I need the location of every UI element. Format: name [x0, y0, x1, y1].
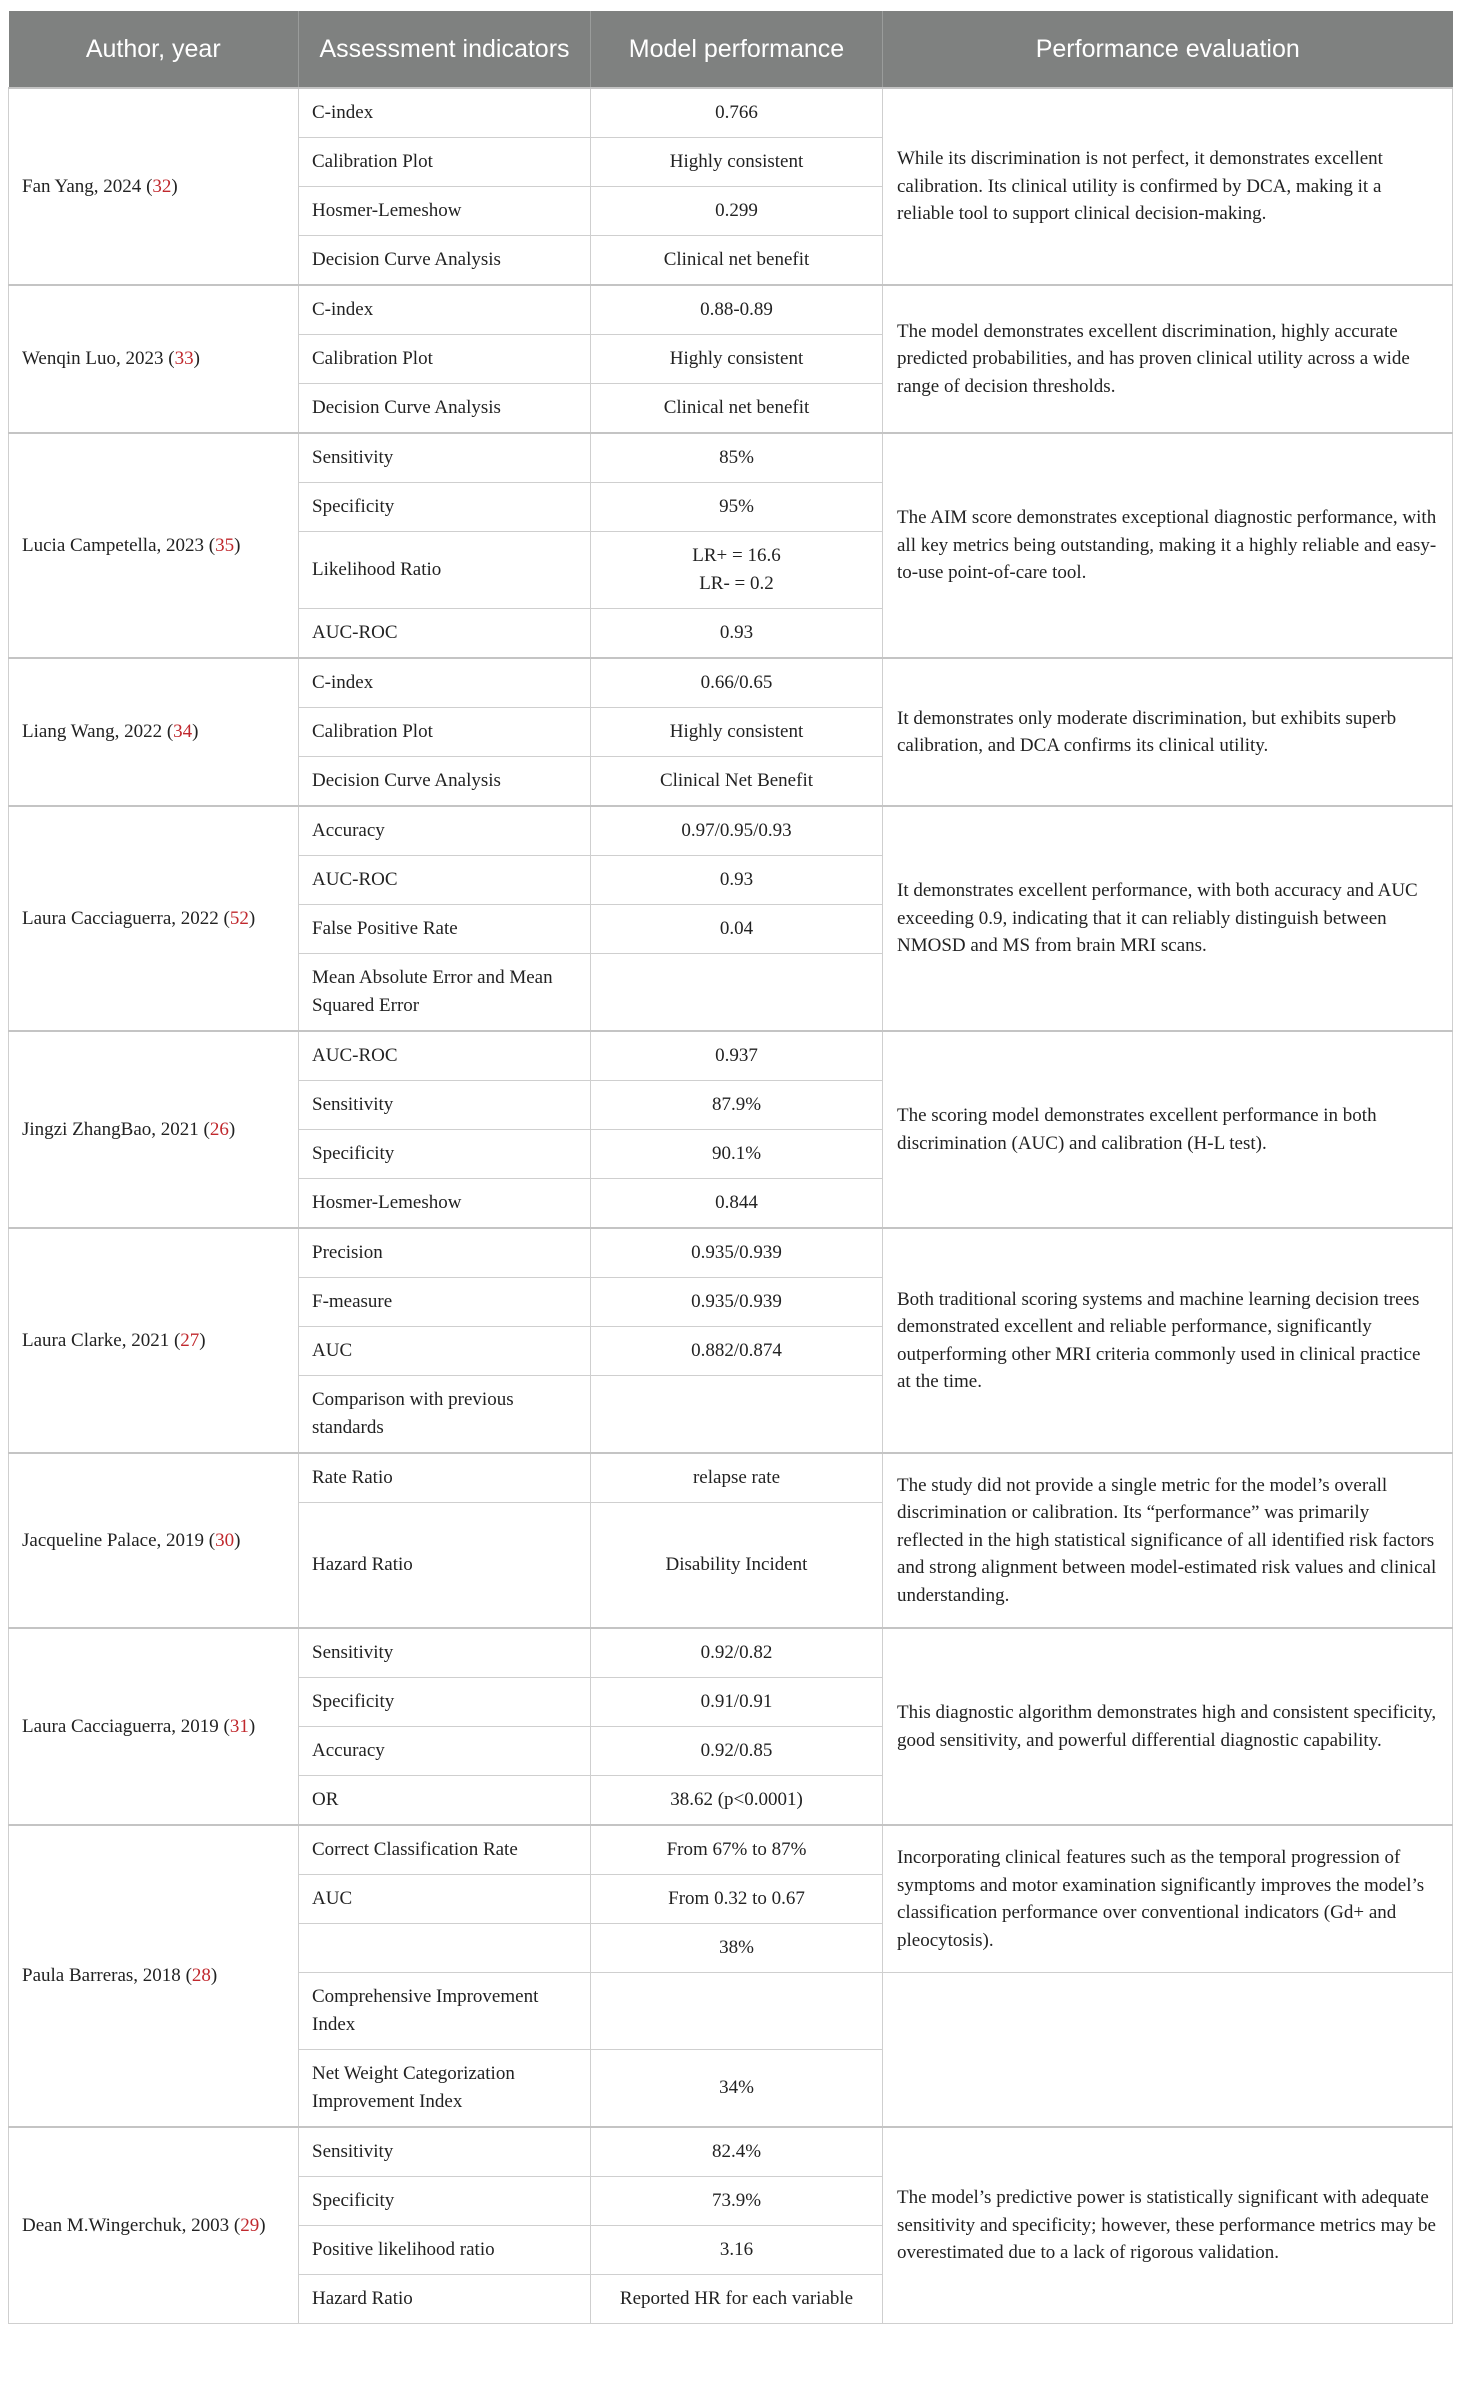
performance-evaluation — [883, 1973, 1453, 2128]
author-name: Jacqueline Palace, 2019 — [22, 1529, 205, 1551]
indicator-value: 0.91/0.91 — [591, 1678, 883, 1727]
author-name: Laura Cacciaguerra, 2019 — [22, 1715, 219, 1737]
indicator-name: Specificity — [299, 2177, 591, 2226]
indicator-value — [591, 1973, 883, 2050]
indicator-name — [299, 1924, 591, 1973]
reference-link[interactable]: 35 — [215, 534, 235, 556]
indicator-value: 90.1% — [591, 1130, 883, 1179]
reference-link[interactable]: 29 — [240, 2214, 260, 2236]
indicator-name: C-index — [299, 88, 591, 138]
indicator-value: 0.935/0.939 — [591, 1228, 883, 1278]
header-model-performance: Model performance — [591, 11, 883, 88]
table-row — [9, 88, 1453, 138]
indicator-name: Hosmer-Lemeshow — [299, 187, 591, 236]
indicator-value: Clinical net benefit — [591, 384, 883, 434]
header-performance-evaluation: Performance evaluation — [883, 11, 1453, 88]
indicator-value — [591, 532, 883, 609]
indicator-name: Hazard Ratio — [299, 1503, 591, 1629]
indicator-value: 0.93 — [591, 856, 883, 905]
indicator-name: Hosmer-Lemeshow — [299, 1179, 591, 1229]
author-cell: Dean M.Wingerchuk, 2003 (29) — [9, 2127, 299, 2324]
performance-evaluation: The model demonstrates excellent discrimination, highly accurate predicted probabilities, and has proven clinical utility across a wide range of decision thresholds. — [883, 285, 1453, 433]
indicator-value: 0.882/0.874 — [591, 1327, 883, 1376]
author-name: Laura Clarke, 2021 — [22, 1329, 170, 1351]
indicator-name: Decision Curve Analysis — [299, 384, 591, 434]
indicator-name: Comprehensive Improvement Index — [299, 1973, 591, 2050]
table-row — [9, 1228, 1453, 1278]
table-row — [9, 658, 1453, 708]
table-row — [9, 433, 1453, 483]
author-name: Fan Yang, 2024 — [22, 175, 142, 197]
author-name: Jingzi ZhangBao, 2021 — [22, 1118, 199, 1140]
reference-link[interactable]: 31 — [229, 1715, 249, 1737]
table-row — [9, 1825, 1453, 1875]
indicator-value: Highly consistent — [591, 708, 883, 757]
indicator-value — [591, 954, 883, 1032]
author-name: Dean M.Wingerchuk, 2003 — [22, 2214, 230, 2236]
indicator-name: Rate Ratio — [299, 1453, 591, 1503]
table-row — [9, 1628, 1453, 1678]
indicator-name: False Positive Rate — [299, 905, 591, 954]
indicator-value — [591, 1376, 883, 1454]
table-row — [9, 285, 1453, 335]
indicator-name: Specificity — [299, 1130, 591, 1179]
indicator-value: Disability Incident — [591, 1503, 883, 1629]
indicator-name: Calibration Plot — [299, 138, 591, 187]
indicator-value: Highly consistent — [591, 138, 883, 187]
indicator-value: 38.62 (p<0.0001) — [591, 1776, 883, 1826]
header-author-year: Author, year — [9, 11, 299, 88]
author-cell: Laura Cacciaguerra, 2022 (52) — [9, 806, 299, 1031]
indicator-name: Specificity — [299, 1678, 591, 1727]
indicator-value: 0.97/0.95/0.93 — [591, 806, 883, 856]
indicator-value: 0.04 — [591, 905, 883, 954]
indicator-value: Clinical net benefit — [591, 236, 883, 286]
performance-evaluation: Incorporating clinical features such as the temporal progression of symptoms and motor examination significantly improves the model’s classification performance over conventional indicators (Gd+ and pleocytosis). — [883, 1825, 1453, 1973]
indicator-name: Comparison with previous standards — [299, 1376, 591, 1454]
indicator-value: relapse rate — [591, 1453, 883, 1503]
author-cell: Laura Clarke, 2021 (27) — [9, 1228, 299, 1453]
indicator-name: C-index — [299, 658, 591, 708]
indicator-name: AUC-ROC — [299, 1031, 591, 1081]
indicator-name: Hazard Ratio — [299, 2275, 591, 2324]
indicator-value: 0.937 — [591, 1031, 883, 1081]
indicator-name: Sensitivity — [299, 1081, 591, 1130]
header-assessment-indicators: Assessment indicators — [299, 11, 591, 88]
indicator-name: Precision — [299, 1228, 591, 1278]
reference-link[interactable]: 52 — [229, 907, 249, 929]
author-cell: Jacqueline Palace, 2019 (30) — [9, 1453, 299, 1628]
author-name: Laura Cacciaguerra, 2022 — [22, 907, 219, 929]
value-line: LR+ = 16.6 — [692, 545, 781, 566]
table-row — [9, 1453, 1453, 1503]
indicator-value: 0.299 — [591, 187, 883, 236]
reference-link[interactable]: 28 — [191, 1965, 211, 1986]
author-cell: Lucia Campetella, 2023 (35) — [9, 433, 299, 658]
performance-evaluation: While its discrimination is not perfect, it demonstrates excellent calibration. Its clinical utility is confirmed by DCA, making it a reliable tool to support clinical decision-making. — [883, 88, 1453, 285]
author-name: Wenqin Luo, 2023 — [22, 348, 164, 369]
indicator-value: 34% — [591, 2050, 883, 2128]
performance-evaluation: The scoring model demonstrates excellent performance in both discrimination (AUC) and calibration (H-L test). — [883, 1031, 1453, 1228]
reference-link[interactable]: 30 — [215, 1529, 235, 1551]
performance-evaluation: It demonstrates only moderate discrimination, but exhibits superb calibration, and DCA confirms its clinical utility. — [883, 658, 1453, 806]
indicator-name: AUC — [299, 1327, 591, 1376]
table-row — [9, 806, 1453, 856]
performance-evaluation: The AIM score demonstrates exceptional diagnostic performance, with all key metrics being outstanding, making it a highly reliable and easy-to-use point-of-care tool. — [883, 433, 1453, 658]
indicator-name: F-measure — [299, 1278, 591, 1327]
indicator-value: Clinical Net Benefit — [591, 757, 883, 807]
table-row — [9, 1031, 1453, 1081]
model-performance-table — [8, 11, 1453, 2324]
reference-link[interactable]: 26 — [209, 1118, 229, 1140]
indicator-name: Positive likelihood ratio — [299, 2226, 591, 2275]
performance-evaluation: Both traditional scoring systems and machine learning decision trees demonstrated excellent and reliable performance, significantly outperforming other MRI criteria commonly used in clinical practice at the time. — [883, 1228, 1453, 1453]
table-row — [9, 2127, 1453, 2177]
author-name: Paula Barreras, 2018 — [22, 1965, 181, 1986]
indicator-value: From 67% to 87% — [591, 1825, 883, 1875]
author-cell: Jingzi ZhangBao, 2021 (26) — [9, 1031, 299, 1228]
performance-evaluation: The study did not provide a single metric for the model’s overall discrimination or calibration. Its “performance” was primarily reflected in the high statistical significance of all identified risk factors and strong alignment between model-estimated risk values and clinical understanding. — [883, 1453, 1453, 1628]
indicator-name: Decision Curve Analysis — [299, 236, 591, 286]
indicator-value: 87.9% — [591, 1081, 883, 1130]
indicator-value: 82.4% — [591, 2127, 883, 2177]
value-line: LR- = 0.2 — [699, 573, 774, 594]
indicator-name: C-index — [299, 285, 591, 335]
indicator-name: Accuracy — [299, 1727, 591, 1776]
performance-evaluation: This diagnostic algorithm demonstrates high and consistent specificity, good sensitivity, and powerful differential diagnostic capability. — [883, 1628, 1453, 1825]
indicator-value: 73.9% — [591, 2177, 883, 2226]
indicator-value: 0.844 — [591, 1179, 883, 1229]
indicator-value: 0.92/0.82 — [591, 1628, 883, 1678]
indicator-name: Correct Classification Rate — [299, 1825, 591, 1875]
reference-link[interactable]: 27 — [180, 1329, 200, 1351]
author-cell: Wenqin Luo, 2023 (33) — [9, 285, 299, 433]
performance-evaluation: The model’s predictive power is statistically significant with adequate sensitivity and specificity; however, these performance metrics may be overestimated due to a lack of rigorous validation. — [883, 2127, 1453, 2324]
table-body — [9, 88, 1453, 2324]
indicator-name: Calibration Plot — [299, 335, 591, 384]
indicator-value: 3.16 — [591, 2226, 883, 2275]
indicator-name: Accuracy — [299, 806, 591, 856]
indicator-value: 0.935/0.939 — [591, 1278, 883, 1327]
table-header — [9, 11, 1453, 88]
indicator-name: Mean Absolute Error and Mean Squared Error — [299, 954, 591, 1032]
indicator-value: Reported HR for each variable — [591, 2275, 883, 2324]
indicator-name: AUC — [299, 1875, 591, 1924]
indicator-name: Sensitivity — [299, 1628, 591, 1678]
indicator-name: Specificity — [299, 483, 591, 532]
indicator-name: Net Weight Categorization Improvement Index — [299, 2050, 591, 2128]
indicator-name: Sensitivity — [299, 2127, 591, 2177]
author-cell: Fan Yang, 2024 (32) — [9, 88, 299, 285]
indicator-value: 85% — [591, 433, 883, 483]
author-cell: Liang Wang, 2022 (34) — [9, 658, 299, 806]
indicator-name: AUC-ROC — [299, 856, 591, 905]
indicator-value: 0.92/0.85 — [591, 1727, 883, 1776]
indicator-value: 0.93 — [591, 609, 883, 659]
indicator-value: 0.766 — [591, 88, 883, 138]
performance-evaluation: It demonstrates excellent performance, with both accuracy and AUC exceeding 0.9, indicating that it can reliably distinguish between NMOSD and MS from brain MRI scans. — [883, 806, 1453, 1031]
reference-link[interactable]: 34 — [173, 721, 193, 742]
indicator-value: From 0.32 to 0.67 — [591, 1875, 883, 1924]
reference-link[interactable]: 33 — [174, 348, 194, 369]
indicator-name: Calibration Plot — [299, 708, 591, 757]
indicator-name: AUC-ROC — [299, 609, 591, 659]
author-name: Liang Wang, 2022 — [22, 721, 163, 742]
indicator-name: Likelihood Ratio — [299, 532, 591, 609]
indicator-value: 95% — [591, 483, 883, 532]
indicator-name: Sensitivity — [299, 433, 591, 483]
indicator-name: Decision Curve Analysis — [299, 757, 591, 807]
indicator-name: OR — [299, 1776, 591, 1826]
indicator-value: Highly consistent — [591, 335, 883, 384]
indicator-value: 38% — [591, 1924, 883, 1973]
author-cell: Laura Cacciaguerra, 2019 (31) — [9, 1628, 299, 1825]
author-name: Lucia Campetella, 2023 — [22, 534, 205, 556]
indicator-value: 0.66/0.65 — [591, 658, 883, 708]
indicator-value: 0.88-0.89 — [591, 285, 883, 335]
author-cell: Paula Barreras, 2018 (28) — [9, 1825, 299, 2127]
reference-link[interactable]: 32 — [152, 175, 172, 197]
